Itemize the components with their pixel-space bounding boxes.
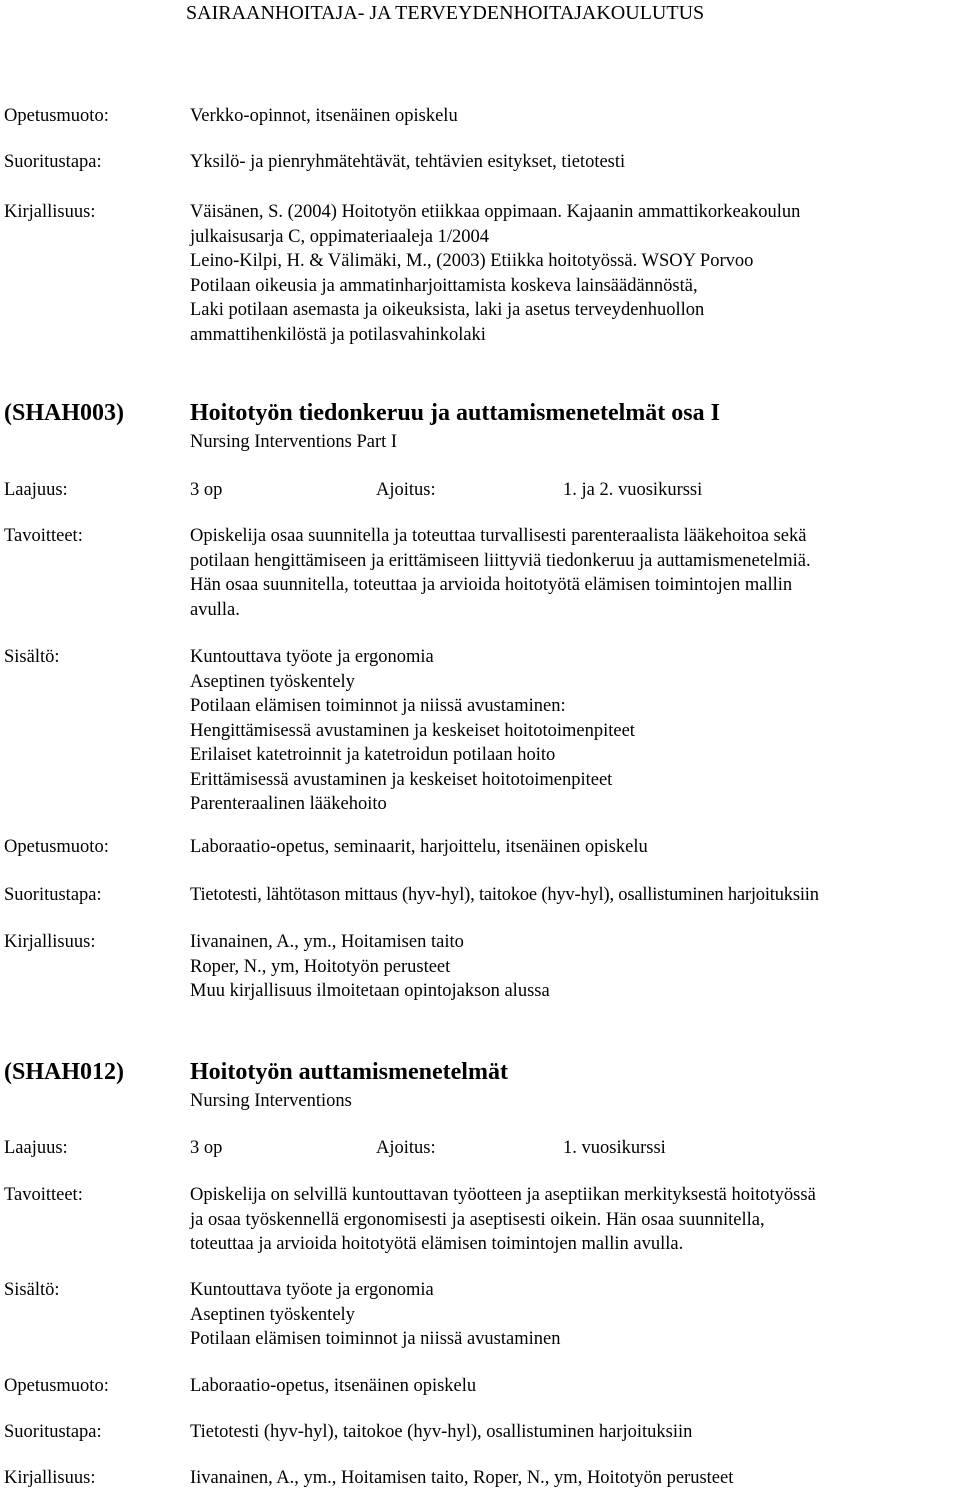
sisalto-line: Potilaan elämisen toiminnot ja niissä avustaminen	[190, 1329, 561, 1349]
tavoitteet-line: Hän osaa suunnitella, toteuttaa ja arvioida hoitotyötä elämisen toimintojen mallin	[190, 575, 793, 595]
ajoitus-label: Ajoitus:	[376, 1138, 436, 1158]
opetusmuoto-value: Verkko-opinnot, itsenäinen opiskelu	[190, 106, 458, 126]
kirjallisuus-list	[190, 930, 550, 1004]
kirjallisuus-line: julkaisusarja C, oppimateriaaleja 1/2004	[190, 226, 489, 247]
suoritustapa-label: Suoritustapa:	[4, 1422, 102, 1442]
tavoitteet-line: potilaan hengittämiseen ja erittämiseen liittyviä tiedonkeruu ja auttamismenetelmiä.	[190, 550, 811, 571]
sisalto-label: Sisältö:	[4, 1280, 60, 1300]
course-title: Hoitotyön tiedonkeruu ja auttamismenetelmät osa I	[190, 400, 720, 426]
tavoitteet-line: Opiskelija on selvillä kuntouttavan työotteen ja aseptiikan merkityksestä hoitotyössä	[190, 1185, 816, 1205]
sisalto-line: Potilaan elämisen toiminnot ja niissä avustaminen:	[190, 696, 566, 716]
tavoitteet-line: ja osaa työskennellä ergonomisesti ja aseptisesti oikein. Hän osaa suunnitella,	[190, 1209, 765, 1230]
kirjallisuus-label: Kirjallisuus:	[4, 1468, 96, 1488]
sisalto-list	[190, 1278, 560, 1352]
kirjallisuus-label: Kirjallisuus:	[4, 932, 96, 952]
suoritustapa-label: Suoritustapa:	[4, 885, 102, 905]
tavoitteet-text	[190, 1183, 816, 1257]
kirjallisuus-line: Potilaan oikeusia ja ammatinharjoittamista koskeva lainsäädännöstä,	[190, 275, 698, 296]
sisalto-label: Sisältö:	[4, 647, 60, 667]
course-subtitle: Nursing Interventions	[190, 1091, 352, 1111]
kirjallisuus-line: Leino-Kilpi, H. & Välimäki, M., (2003) Etiikka hoitotyössä. WSOY Porvoo	[190, 251, 754, 271]
tavoitteet-line: avulla.	[190, 599, 240, 620]
laajuus-value: 3 op	[190, 480, 223, 500]
course-code: (SHAH003)	[4, 400, 124, 426]
tavoitteet-line: toteuttaa ja arvioida hoitotyötä elämisen toimintojen mallin avulla.	[190, 1234, 684, 1254]
sisalto-line: Hengittämisessä avustaminen ja keskeiset hoitotoimenpiteet	[190, 720, 635, 741]
course-title: Hoitotyön auttamismenetelmät	[190, 1059, 508, 1085]
sisalto-line: Erilaiset katetroinnit ja katetroidun potilaan hoito	[190, 745, 556, 765]
kirjallisuus-line: Väisänen, S. (2004) Hoitotyön etiikkaa oppimaan. Kajaanin ammattikorkeakoulun	[190, 202, 801, 222]
sisalto-list	[190, 645, 635, 817]
opetusmuoto-value: Laboraatio-opetus, seminaarit, harjoittelu, itsenäinen opiskelu	[190, 837, 648, 857]
opetusmuoto-label: Opetusmuoto:	[4, 837, 109, 857]
course-code: (SHAH012)	[4, 1059, 124, 1085]
course-subtitle: Nursing Interventions Part I	[190, 432, 398, 452]
suoritustapa-label: Suoritustapa:	[4, 152, 102, 172]
opetusmuoto-value: Laboraatio-opetus, itsenäinen opiskelu	[190, 1376, 477, 1396]
tavoitteet-text	[190, 524, 811, 622]
kirjallisuus-line: Laki potilaan asemasta ja oikeuksista, laki ja asetus terveydenhuollon	[190, 300, 705, 320]
kirjallisuus-line: Iivanainen, A., ym., Hoitamisen taito	[190, 932, 464, 952]
tavoitteet-line: Opiskelija osaa suunnitella ja toteuttaa turvallisesti parenteraalista lääkehoitoa sekä	[190, 526, 807, 546]
laajuus-value: 3 op	[190, 1138, 223, 1158]
sisalto-line: Erittämisessä avustaminen ja keskeiset hoitotoimenpiteet	[190, 769, 613, 790]
kirjallisuus-value: Iivanainen, A., ym., Hoitamisen taito, Roper, N., ym, Hoitotyön perusteet	[190, 1468, 734, 1488]
opetusmuoto-label: Opetusmuoto:	[4, 1376, 109, 1396]
kirjallisuus-line: Roper, N., ym, Hoitotyön perusteet	[190, 956, 451, 977]
sisalto-line: Aseptinen työskentely	[190, 1304, 355, 1325]
sisalto-line: Kuntouttava työote ja ergonomia	[190, 1280, 434, 1300]
laajuus-label: Laajuus:	[4, 1138, 68, 1158]
suoritustapa-value: Tietotesti (hyv-hyl), taitokoe (hyv-hyl), osallistuminen harjoituksiin	[190, 1422, 693, 1442]
sisalto-line: Aseptinen työskentely	[190, 671, 355, 692]
kirjallisuus-list	[190, 200, 800, 347]
ajoitus-label: Ajoitus:	[376, 480, 436, 500]
ajoitus-value: 1. vuosikurssi	[563, 1138, 666, 1158]
tavoitteet-label: Tavoitteet:	[4, 526, 83, 546]
sisalto-line: Kuntouttava työote ja ergonomia	[190, 647, 434, 667]
kirjallisuus-line: ammattihenkilöstä ja potilasvahinkolaki	[190, 324, 486, 345]
laajuus-label: Laajuus:	[4, 480, 68, 500]
opetusmuoto-label: Opetusmuoto:	[4, 106, 109, 126]
document-header: SAIRAANHOITAJA- JA TERVEYDENHOITAJAKOULUTUS	[186, 2, 705, 24]
kirjallisuus-line: Muu kirjallisuus ilmoitetaan opintojakson alussa	[190, 981, 550, 1001]
suoritustapa-value: Tietotesti, lähtötason mittaus (hyv-hyl), taitokoe (hyv-hyl), osallistuminen harjoituksiin	[190, 885, 819, 905]
kirjallisuus-label: Kirjallisuus:	[4, 202, 96, 222]
sisalto-line: Parenteraalinen lääkehoito	[190, 794, 387, 814]
suoritustapa-value: Yksilö- ja pienryhmätehtävät, tehtävien esitykset, tietotesti	[190, 152, 626, 172]
tavoitteet-label: Tavoitteet:	[4, 1185, 83, 1205]
ajoitus-value: 1. ja 2. vuosikurssi	[563, 480, 703, 500]
